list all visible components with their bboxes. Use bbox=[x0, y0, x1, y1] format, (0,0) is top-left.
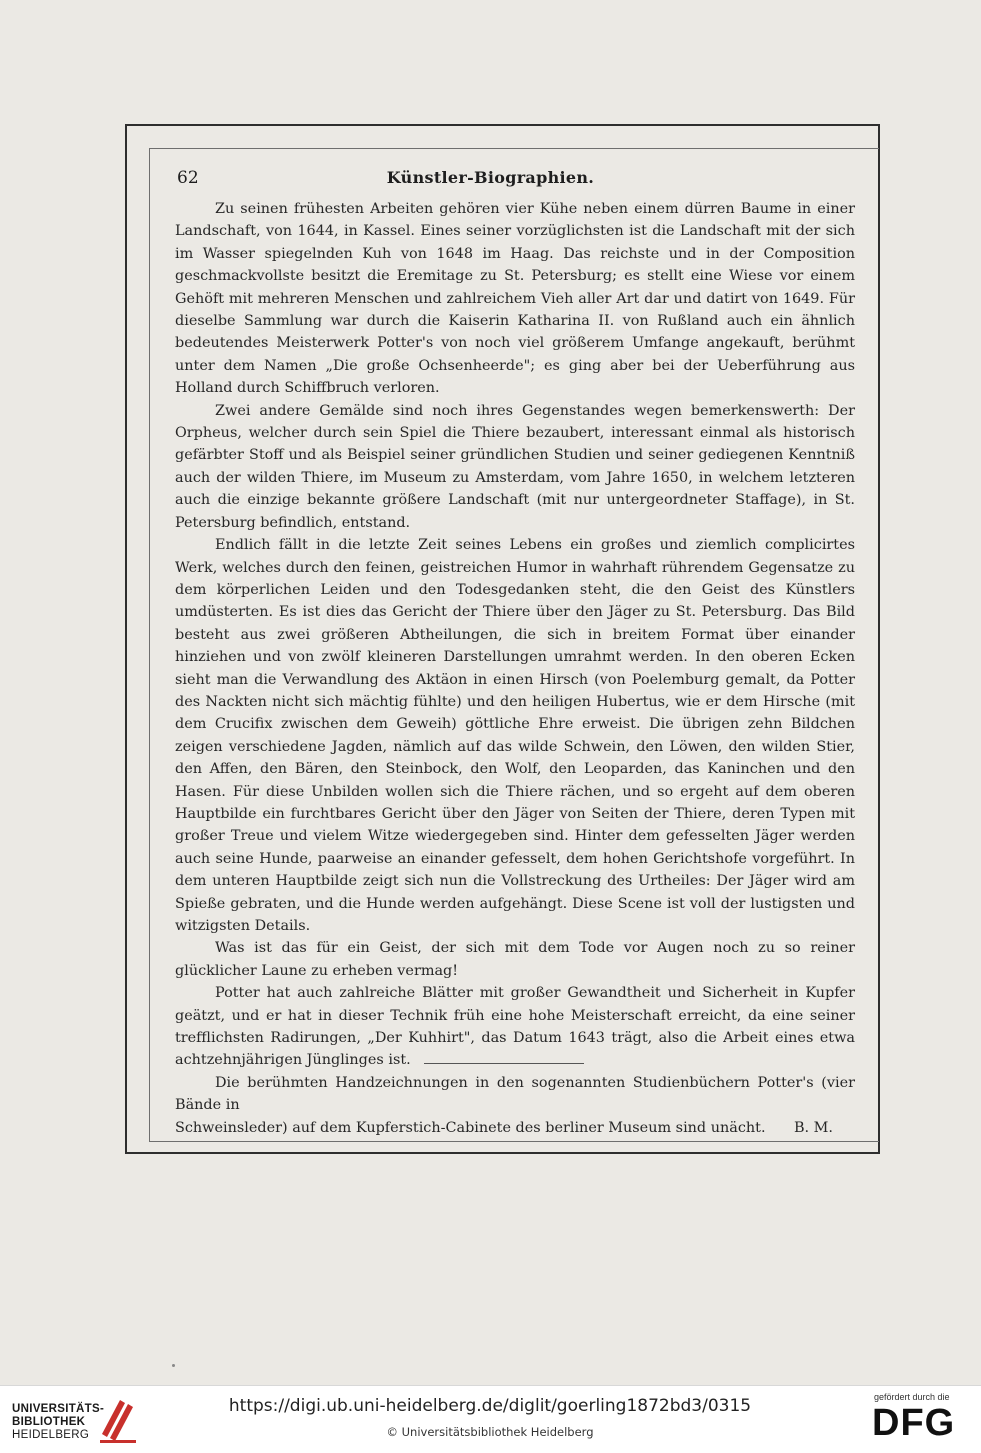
library-line-2: BIBLIOTHEK bbox=[12, 1416, 86, 1428]
library-name bbox=[12, 1403, 104, 1442]
author-signature: B. M. bbox=[793, 1119, 833, 1136]
paragraph: Zu seinen frühesten Arbeiten gehören vier Kühe neben einem dürren Baume in einer Landschaft, von 1644, in Kassel. Eines seiner vorzüglichsten ist die Landschaft mit der sich im Wasser spiegelnden Kuh von 1648 im Haag. Das reichste und in der Composition geschmackvollste besitzt die Eremitage zu St. Petersburg; es stellt eine Wiese vor einem Gehöft mit mehreren Menschen und zahlreichem Vieh aller Art dar und datirt von 1649. Für dieselbe Sammlung war durch die Kaiserin Katharina II. von Rußland auch ein ähnlich bedeutendes Meisterwerk Potter's von noch viel größerem Umfange angekauft, berühmt unter dem Namen „Die große Ochsenheerde"; es ging aber bei der Ueberführung aus Holland durch Schiffbruch verloren. bbox=[175, 201, 855, 397]
scan-speck bbox=[172, 1364, 175, 1367]
permalink-url[interactable]: https://digi.ub.uni-heidelberg.de/diglit/goerling1872bd3/0315 bbox=[228, 1396, 752, 1416]
library-line-3: HEIDELBERG bbox=[12, 1429, 90, 1441]
paragraph: Was ist das für ein Geist, der sich mit dem Tode vor Augen noch zu so reiner glücklicher Laune zu erheben vermag! bbox=[175, 940, 855, 979]
viewer-footer bbox=[0, 1385, 981, 1453]
paragraph: Die berühmten Handzeichnungen in den sogenannten Studienbüchern Potter's (vier Bände in bbox=[175, 1074, 855, 1114]
closing-line bbox=[175, 1117, 855, 1139]
paragraph: Zwei andere Gemälde sind noch ihres Gegenstandes wegen bemerkenswerth: Der Orpheus, welcher durch sein Spiel die Thiere bezaubert, interessant einmal als historisch gefärbter Stoff und als Beispiel seiner gründlichen Studien und seiner gediegenen Kenntniß auch der wilden Thiere, im Museum zu Amsterdam, vom Jahre 1650, in welchem letzteren auch die einzige bekannte größere Landschaft (mit nur untergeordneter Staffage), in St. Petersburg befindlich, entstand. bbox=[175, 402, 855, 531]
library-logo-icon bbox=[98, 1394, 138, 1446]
copyright-notice: © Universitätsbibliothek Heidelberg bbox=[386, 1425, 594, 1439]
running-header: Künstler-Biographien. bbox=[386, 168, 595, 187]
dfg-logo: DFG bbox=[872, 1402, 956, 1444]
body-text bbox=[175, 198, 855, 1139]
funding-note: gefördert durch die bbox=[874, 1392, 950, 1402]
page-number: 62 bbox=[177, 168, 199, 188]
end-rule bbox=[424, 1063, 584, 1064]
paragraph: Potter hat auch zahlreiche Blätter mit großer Gewandtheit und Sicherheit in Kupfer geätzt, und er hat in dieser Technik früh eine hohe Meisterschaft erreicht, da eine seiner trefflichsten Radirungen, „Der Kuhhirt", das Datum 1643 trägt, also die Arbeit eines etwa achtzehnjährigen Jünglinges ist. bbox=[175, 985, 855, 1069]
closing-text: Schweinsleder) auf dem Kupferstich-Cabinete des berliner Museum sind unächt. bbox=[175, 1119, 766, 1136]
paragraph: Endlich fällt in die letzte Zeit seines Lebens ein großes und ziemlich complicirtes Werk, welches durch den feinen, geistreichen Humor in wahrhaft rührendem Gegensatze zu dem körperlichen Leiden und den Todesgedanken steht, die den Geist des Künstlers umdüsterten. Es ist dies das Gericht der Thiere über den Jäger zu St. Petersburg. Das Bild besteht aus zwei größeren Abtheilungen, die sich in breitem Format über einander hinziehen und von zwölf kleineren Darstellungen umrahmt werden. In den oberen Ecken sieht man die Verwandlung des Aktäon in einen Hirsch (von Poelemburg gemalt, da Potter des Nackten nicht sich mächtig fühlte) und den heiligen Hubertus, wie er dem Hirsche (mit dem Crucifix zwischen dem Geweih) göttliche Ehre erweist. Die übrigen zehn Bildchen zeigen verschiedene Jagden, nämlich auf das wilde Schwein, den Löwen, den wilden Stier, den Affen, den Bären, den Steinbock, den Wolf, den Leoparden, das Kaninchen und den Hasen. Für diese Unbilden wollen sich die Thiere rächen, und so ergeht auf dem oberen Hauptbilde ein furchtbares Gericht über den Jäger von Seiten der Thiere, deren Typen mit großer Treue und vielem Witze wiedergegeben sind. Hinter dem gefesselten Jäger werden auch seine Hunde, paarweise an einander gefesselt, dem hohen Gerichtshofe vorgeführt. In dem unteren Hauptbilde zeigt sich nun die Vollstreckung des Urtheiles: Der Jäger wird am Spieße gebraten, und die Hunde werden aufgehängt. Diese Scene ist voll der lustigsten und witzigsten Details. bbox=[175, 537, 855, 934]
library-line-1: UNIVERSITÄTS- bbox=[12, 1403, 105, 1415]
